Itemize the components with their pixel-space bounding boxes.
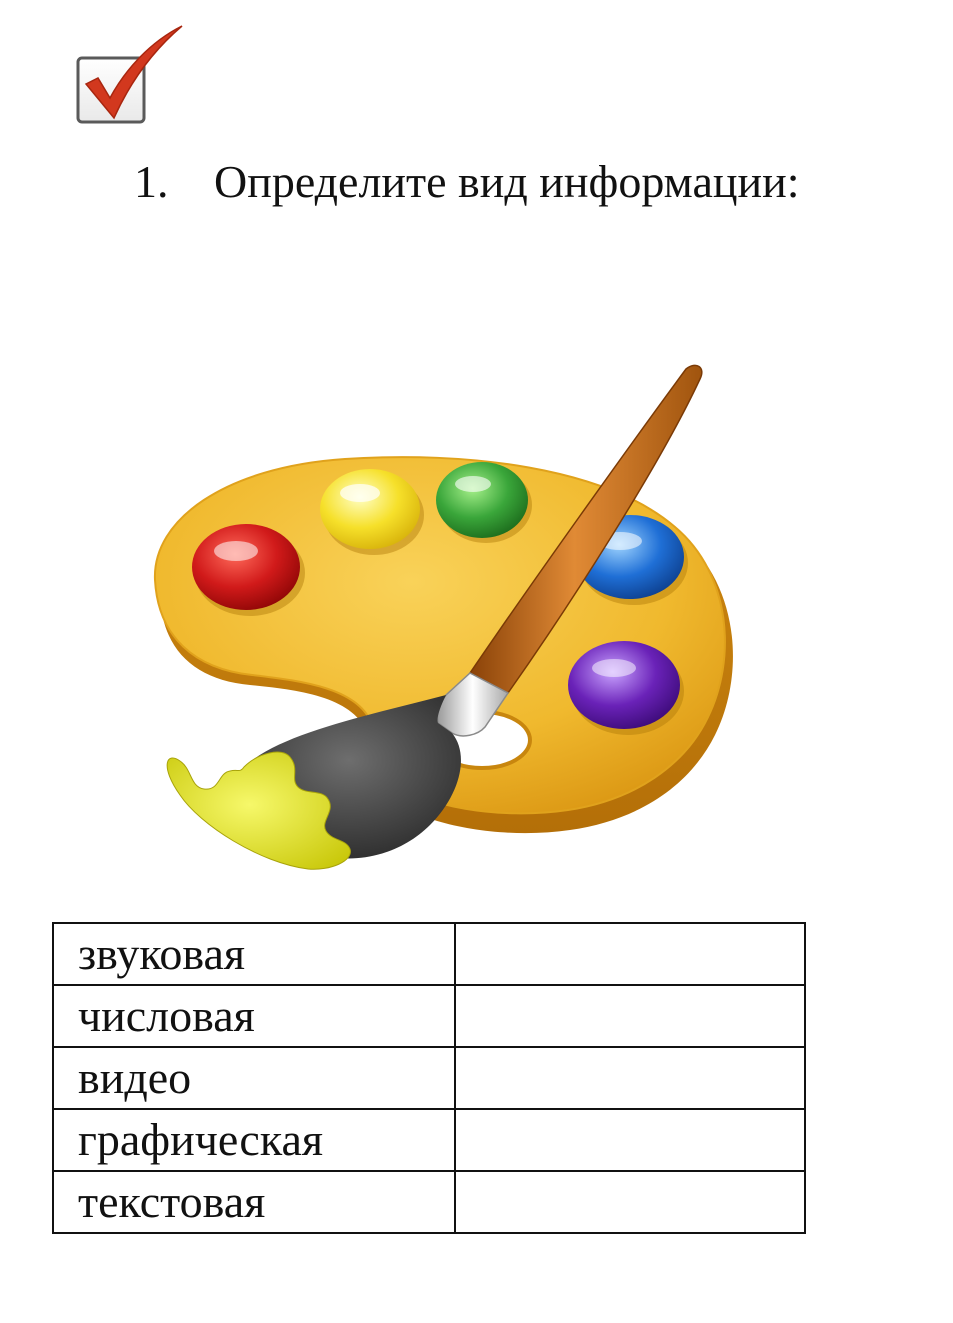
info-type-label: видео [53,1047,455,1109]
answer-cell[interactable] [455,985,805,1047]
paint-palette-image [140,355,750,885]
table-row [53,1047,805,1109]
answer-cell[interactable] [455,1047,805,1109]
answer-cell[interactable] [455,1109,805,1171]
info-type-label: числовая [53,985,455,1047]
answer-table [52,922,806,1234]
question-text: Определите вид информации: [214,156,800,207]
table-row [53,1171,805,1233]
question-number: 1. [134,156,169,207]
info-type-label: текстовая [53,1171,455,1233]
info-type-label: графическая [53,1109,455,1171]
table-row [53,1109,805,1171]
table-row [53,923,805,985]
info-type-label: звуковая [53,923,455,985]
question-heading [134,152,800,212]
answer-cell[interactable] [455,923,805,985]
answer-cell[interactable] [455,1171,805,1233]
table-row [53,985,805,1047]
checkbox-checked-icon [70,22,190,132]
